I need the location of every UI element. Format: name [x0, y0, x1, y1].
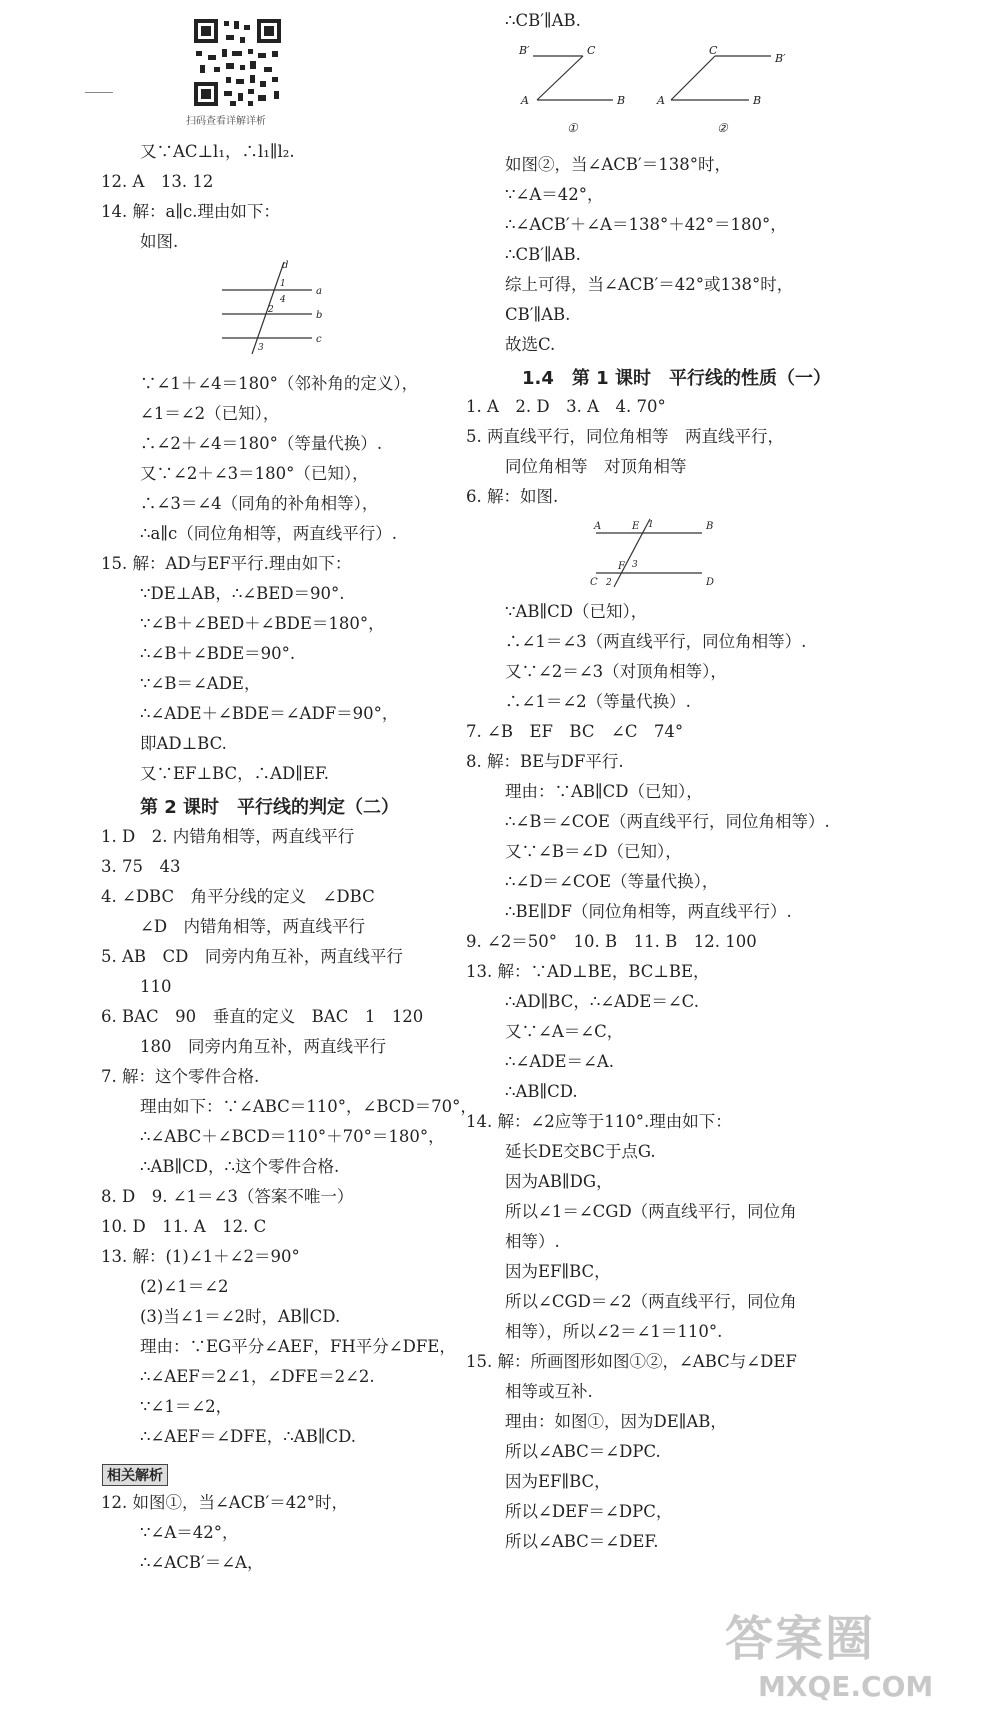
figure-label: D — [706, 577, 715, 588]
figure-label: C — [590, 577, 598, 588]
figure-label: C — [587, 44, 596, 57]
text-line: 12. A 13. 12 — [101, 172, 214, 191]
text-line: 同位角相等 对顶角相等 — [505, 457, 687, 476]
text-line: 1. A 2. D 3. A 4. 70° — [466, 397, 666, 416]
text-line: 所以∠1＝∠CGD（两直线平行，同位角 — [505, 1202, 797, 1221]
text-line: ∴∠2＋∠4＝180°（等量代换）. — [140, 434, 383, 453]
figure-label: B — [706, 521, 714, 532]
figure-label: ② — [717, 121, 728, 135]
figure-label: B — [617, 94, 626, 107]
text-line: 又∵∠A＝∠C， — [505, 1022, 624, 1041]
figure-label: ① — [567, 121, 578, 135]
text-line: ∴∠ABC＋∠BCD＝110°＋70°＝180°， — [140, 1127, 445, 1146]
figure-label: B — [753, 94, 762, 107]
text-line: ∴∠D＝∠COE（等量代换）， — [505, 872, 719, 891]
figure-14 — [222, 254, 332, 364]
text-line: 综上可得，当∠ACB′＝42°或138°时， — [505, 275, 794, 294]
text-line: 5. AB CD 同旁内角互补，两直线平行 — [101, 947, 403, 966]
text-line: 所以∠CGD＝∠2（两直线平行，同位角 — [505, 1292, 797, 1311]
text-line: 7. ∠B EF BC ∠C 74° — [466, 722, 684, 741]
text-line: 又∵EF⊥BC，∴AD∥EF. — [140, 764, 330, 783]
figure-label: d — [282, 260, 289, 271]
text-line: 所以∠ABC＝∠DPC. — [505, 1442, 661, 1461]
figure-12 — [515, 42, 815, 142]
text-line: ∵∠A＝42°， — [505, 185, 604, 204]
text-line: ∴∠ADE＋∠BDE＝∠ADF＝90°， — [140, 704, 399, 723]
text-line: ∵∠A＝42°， — [140, 1523, 239, 1542]
text-line: (3)当∠1＝∠2时，AB∥CD. — [140, 1307, 341, 1326]
figure-label: A — [657, 94, 665, 107]
text-line: ∵∠1＋∠4＝180°（邻补角的定义）， — [140, 374, 419, 393]
text-line: 8. 解：BE与DF平行. — [466, 752, 624, 771]
figure-label: 3 — [258, 343, 264, 353]
text-line: ∠1＝∠2（已知）， — [140, 404, 280, 423]
text-line: ∵DE⊥AB，∴∠BED＝90°. — [140, 584, 345, 603]
figure-label: E — [632, 521, 640, 532]
text-line: ∴CB′∥AB. — [505, 245, 581, 264]
text-line: CB′∥AB. — [505, 305, 571, 324]
text-line: 3. 75 43 — [101, 857, 181, 876]
text-line: 14. 解：∠2应等于110°.理由如下： — [466, 1112, 732, 1131]
text-line: 相等），所以∠2＝∠1＝110°. — [505, 1322, 723, 1341]
text-line: 9. ∠2＝50° 10. B 11. B 12. 100 — [466, 932, 757, 951]
text-line: 所以∠DEF＝∠DPC， — [505, 1502, 673, 1521]
text-line: 110 — [140, 977, 172, 996]
text-line: 故选C. — [505, 335, 556, 354]
text-line: ∴AB∥CD. — [505, 1082, 578, 1101]
text-line: ∴∠3＝∠4（同角的补角相等）， — [140, 494, 379, 513]
text-line: 如图. — [140, 232, 179, 251]
figure-label: 2 — [606, 578, 612, 588]
text-line: 如图②，当∠ACB′＝138°时， — [505, 155, 731, 174]
text-line: 又∵∠B＝∠D（已知）， — [505, 842, 682, 861]
text-line: ∴∠B＝∠COE（两直线平行，同位角相等）. — [505, 812, 830, 831]
figure-label: B′ — [775, 52, 786, 65]
text-line: 5. 两直线平行，同位角相等 两直线平行， — [466, 427, 784, 446]
figure-label: 3 — [632, 560, 638, 570]
text-line: 理由如下：∵∠ABC＝110°，∠BCD＝70°， — [140, 1097, 477, 1116]
figure-label: 4 — [280, 295, 286, 305]
text-line: 12. 如图①，当∠ACB′＝42°时， — [101, 1493, 348, 1512]
text-line: 相等）. — [505, 1232, 560, 1251]
text-line: ∵∠B＝∠ADE， — [140, 674, 261, 693]
text-line: 13. 解：∵AD⊥BE，BC⊥BE， — [466, 962, 710, 981]
watermark-logo: 答案圈 — [725, 1611, 876, 1667]
text-line: 又∵AC⊥l₁，∴l₁∥l₂. — [140, 142, 295, 161]
qr-code-image — [190, 15, 285, 110]
text-line: (2)∠1＝∠2 — [140, 1277, 229, 1296]
text-line: 理由：∵EG平分∠AEF，FH平分∠DFE， — [140, 1337, 456, 1356]
text-line: 6. 解：如图. — [466, 487, 559, 506]
text-line: 1. D 2. 内错角相等，两直线平行 — [101, 827, 355, 846]
text-line: 因为EF∥BC， — [505, 1262, 611, 1281]
text-line: ∴a∥c（同位角相等，两直线平行）. — [140, 524, 397, 543]
text-line: 14. 解：a∥c.理由如下： — [101, 202, 280, 221]
figure-label: 1 — [648, 520, 654, 530]
text-line: ∴∠1＝∠3（两直线平行，同位角相等）. — [505, 632, 807, 651]
text-line: 15. 解：AD与EF平行.理由如下： — [101, 554, 352, 573]
text-line: ∴∠AEF＝∠DFE，∴AB∥CD. — [140, 1427, 356, 1446]
text-line: 延长DE交BC于点G. — [505, 1142, 656, 1161]
section-heading: 第 2 课时 平行线的判定（二） — [140, 797, 400, 818]
text-line: ∴∠AEF＝2∠1，∠DFE＝2∠2. — [140, 1367, 375, 1386]
text-line: ∴∠ACB′＝∠A， — [140, 1553, 264, 1572]
text-line: ∴AD∥BC，∴∠ADE＝∠C. — [505, 992, 699, 1011]
watermark-url: MXQE.COM — [758, 1670, 934, 1703]
figure-label: A — [594, 521, 602, 532]
text-line: ∴∠B＋∠BDE＝90°. — [140, 644, 296, 663]
figure-label: a — [316, 286, 322, 297]
text-line: 4. ∠DBC 角平分线的定义 ∠DBC — [101, 887, 375, 906]
figure-label: A — [521, 94, 529, 107]
text-line: 6. BAC 90 垂直的定义 BAC 1 120 — [101, 1007, 424, 1026]
text-line: 又∵∠2＋∠3＝180°（已知）， — [140, 464, 369, 483]
text-line: ∴AB∥CD，∴这个零件合格. — [140, 1157, 340, 1176]
text-line: ∴BE∥DF（同位角相等，两直线平行）. — [505, 902, 792, 921]
figure-label: 2 — [268, 305, 274, 315]
figure-label: C — [709, 44, 718, 57]
text-line: ∵∠B＋∠BED＋∠BDE＝180°， — [140, 614, 385, 633]
text-line: 理由：∵AB∥CD（已知）， — [505, 782, 703, 801]
text-line: 8. D 9. ∠1＝∠3（答案不唯一） — [101, 1187, 354, 1206]
figure-label: b — [316, 310, 323, 321]
text-line: ∴∠ADE＝∠A. — [505, 1052, 614, 1071]
related-analysis-tag: 相关解析 — [102, 1464, 168, 1486]
text-line: ∵AB∥CD（已知）， — [505, 602, 648, 621]
figure-label: B′ — [519, 44, 530, 57]
text-line: 因为AB∥DG， — [505, 1172, 613, 1191]
text-line: 15. 解：所画图形如图①②，∠ABC与∠DEF — [466, 1352, 797, 1371]
text-line: ∠D 内错角相等，两直线平行 — [140, 917, 366, 936]
text-line: 180 同旁内角互补，两直线平行 — [140, 1037, 386, 1056]
text-line: ∵∠1＝∠2， — [140, 1397, 233, 1416]
figure-label: F — [618, 561, 625, 572]
figure-label: 1 — [280, 279, 286, 289]
text-line: 即AD⊥BC. — [140, 734, 227, 753]
text-line: 又∵∠2＝∠3（对顶角相等）， — [505, 662, 727, 681]
figure-6 — [590, 515, 730, 595]
qr-caption: 扫码查看详解详析 — [186, 116, 266, 127]
text-line: ∴∠1＝∠2（等量代换）. — [505, 692, 691, 711]
text-line: 7. 解：这个零件合格. — [101, 1067, 260, 1086]
text-line: 因为EF∥BC， — [505, 1472, 611, 1491]
figure-label: c — [316, 334, 322, 345]
text-line: ∴CB′∥AB. — [505, 11, 581, 30]
section-heading: 1.4 第 1 课时 平行线的性质（一） — [522, 368, 831, 389]
text-line: 所以∠ABC＝∠DEF. — [505, 1532, 659, 1551]
text-line: 13. 解：(1)∠1＋∠2＝90° — [101, 1247, 300, 1266]
text-line: ∴∠ACB′＋∠A＝138°＋42°＝180°， — [505, 215, 787, 234]
divider — [85, 92, 113, 93]
text-line: 10. D 11. A 12. C — [101, 1217, 267, 1236]
text-line: 理由：如图①，因为DE∥AB， — [505, 1412, 727, 1431]
text-line: 相等或互补. — [505, 1382, 593, 1401]
qr-code — [190, 15, 285, 110]
